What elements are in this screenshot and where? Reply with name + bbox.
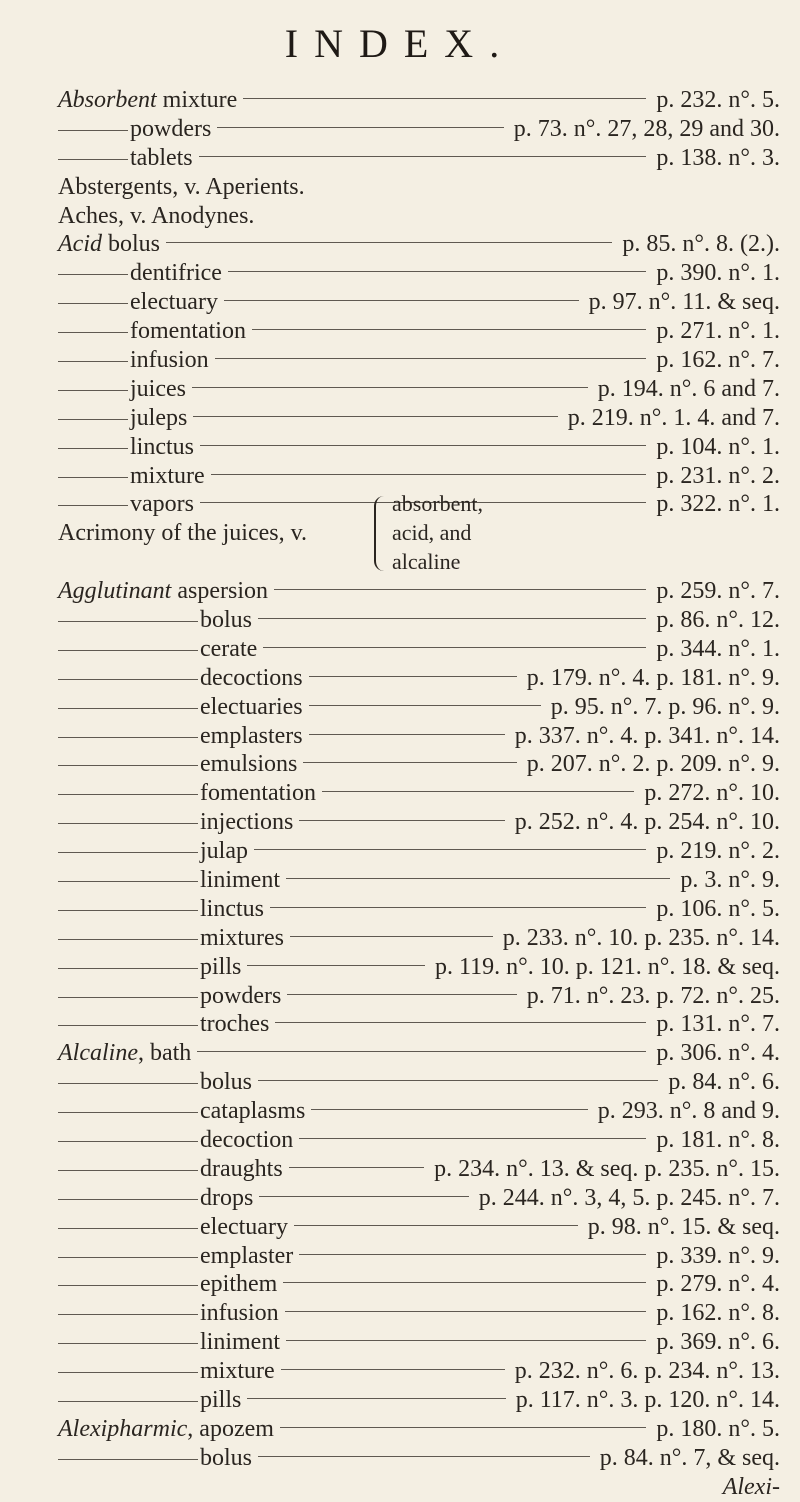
index-entry — [58, 1328, 780, 1357]
index-entry — [58, 548, 780, 577]
entry-text: emplasters — [200, 722, 303, 749]
leader-line — [199, 156, 647, 157]
ditto-dash — [58, 505, 128, 506]
leader-line — [299, 1138, 646, 1139]
ditto-dash — [58, 1112, 198, 1113]
entry-label — [58, 665, 303, 692]
entry-label — [58, 520, 307, 547]
entry-head: Agglutinant — [58, 578, 172, 605]
page-reference: p. 233. n°. 10. p. 235. n°. 14. — [502, 924, 780, 951]
ditto-dash — [58, 823, 198, 824]
entry-text: liniment — [200, 866, 280, 893]
entry-label — [58, 1098, 305, 1125]
leader-line — [259, 1196, 468, 1197]
entry-text: juices — [130, 375, 186, 402]
leader-line — [200, 445, 646, 446]
page-reference: p. 322. n°. 1. — [656, 491, 780, 518]
entry-label — [58, 463, 205, 490]
entry-text: draughts — [200, 1155, 283, 1182]
index-entry — [58, 606, 780, 635]
page-reference: p. 162. n°. 8. — [656, 1300, 780, 1327]
ditto-dash — [58, 1459, 198, 1460]
leader-line — [217, 127, 503, 128]
page-reference: p. 369. n°. 6. — [656, 1329, 780, 1356]
leader-line — [290, 936, 493, 937]
ditto-dash — [58, 765, 198, 766]
index-entry — [58, 346, 780, 375]
index-entry — [58, 1068, 780, 1097]
entry-text: dentifrice — [130, 260, 222, 287]
ditto-dash — [58, 303, 128, 304]
entry-label — [58, 1185, 253, 1212]
entry-label — [58, 203, 254, 230]
entry-label — [58, 318, 246, 345]
index-entry — [58, 1444, 780, 1473]
entry-label — [58, 1300, 279, 1327]
entry-label — [58, 1243, 293, 1270]
entry-text: julap — [200, 838, 248, 865]
page-reference: p. 337. n°. 4. p. 341. n°. 14. — [514, 722, 780, 749]
ditto-dash — [58, 130, 128, 131]
leader-line — [197, 1051, 646, 1052]
entry-label — [58, 1040, 191, 1067]
page-reference: p. 244. n°. 3, 4, 5. p. 245. n°. 7. — [478, 1184, 780, 1211]
page-reference: p. 104. n°. 1. — [656, 433, 780, 460]
ditto-dash — [58, 1083, 198, 1084]
entry-label — [58, 780, 316, 807]
entry-head: Absorbent — [58, 86, 157, 113]
catchword — [58, 1473, 780, 1502]
ditto-dash — [58, 968, 198, 969]
entry-text: epithem — [200, 1271, 278, 1298]
ditto-dash — [58, 737, 198, 738]
entry-text: Aches, v. Anodynes. — [58, 202, 255, 229]
entry-text: mixtures — [200, 924, 284, 951]
leader-line — [299, 820, 504, 821]
ditto-dash — [58, 1314, 198, 1315]
brace-item: acid, and — [392, 520, 472, 546]
entry-label — [58, 1214, 288, 1241]
entry-label — [58, 491, 194, 518]
entry-text: powders — [130, 115, 212, 142]
entry-label — [58, 607, 252, 634]
entry-text: fomentation — [200, 780, 316, 807]
leader-line — [286, 878, 670, 879]
index-entry — [58, 375, 780, 404]
index-entry — [58, 693, 780, 722]
entry-label — [58, 174, 305, 201]
leader-line — [309, 676, 517, 677]
index-entry — [58, 866, 780, 895]
entry-label — [58, 1358, 275, 1385]
page-reference: p. 117. n°. 3. p. 120. n°. 14. — [515, 1387, 780, 1414]
ditto-dash — [58, 1285, 198, 1286]
entry-label — [58, 289, 218, 316]
leader-line — [285, 1311, 647, 1312]
entry-label — [58, 1011, 269, 1038]
ditto-dash — [58, 881, 198, 882]
entry-text: tablets — [130, 144, 193, 171]
ditto-dash — [58, 910, 198, 911]
entry-label — [58, 723, 303, 750]
index-entry — [58, 115, 780, 144]
page-reference: p. 97. n°. 11. & seq. — [588, 289, 780, 316]
entry-text: electuary — [130, 289, 218, 316]
index-entry — [58, 837, 780, 866]
entry-label — [58, 1329, 280, 1356]
leader-line — [270, 907, 646, 908]
index-entry — [58, 433, 780, 462]
entry-label — [58, 751, 297, 778]
entry-text: emulsions — [200, 751, 298, 778]
entry-text: vapors — [130, 491, 194, 518]
page-reference: p. 131. n°. 7. — [656, 1011, 780, 1038]
entry-text: emplaster — [200, 1242, 294, 1269]
entry-head: Alexipharmic — [58, 1415, 188, 1442]
page-reference: p. 279. n°. 4. — [656, 1271, 780, 1298]
index-entry — [58, 404, 780, 433]
index-entry — [58, 259, 780, 288]
leader-line — [281, 1369, 505, 1370]
page-reference: p. 259. n°. 7. — [656, 578, 780, 605]
leader-line — [283, 1282, 646, 1283]
page-reference: p. 234. n°. 13. & seq. p. 235. n°. 15. — [434, 1155, 780, 1182]
page-reference: p. 207. n°. 2. p. 209. n°. 9. — [526, 751, 780, 778]
entry-text: infusion — [200, 1300, 279, 1327]
entry-text: bolus — [101, 231, 160, 258]
index-entry — [58, 144, 780, 173]
entry-text: aspersion — [171, 578, 268, 605]
entry-text: linctus — [130, 433, 194, 460]
ditto-dash — [58, 650, 198, 651]
ditto-dash — [58, 1257, 198, 1258]
leader-line — [294, 1225, 578, 1226]
index-entry — [58, 1039, 780, 1068]
leader-line — [166, 242, 612, 243]
entry-text: decoction — [200, 1127, 294, 1153]
entry-text: mixture — [156, 86, 238, 113]
index-entry — [58, 750, 780, 779]
leader-line — [289, 1167, 424, 1168]
entry-text: troches — [200, 1011, 270, 1038]
page-reference: p. 73. n°. 27, 28, 29 and 30. — [513, 115, 780, 142]
page-reference: p. 84. n°. 6. — [668, 1069, 780, 1096]
page-reference: p. 390. n°. 1. — [656, 260, 780, 287]
entry-text: fomentation — [130, 318, 246, 345]
ditto-dash — [58, 1025, 198, 1026]
entry-text: cerate — [200, 635, 258, 662]
entry-label — [58, 87, 237, 114]
index-entry — [58, 462, 780, 491]
ditto-dash — [58, 1343, 198, 1344]
index-entry — [58, 1097, 780, 1126]
page-reference: p. 219. n°. 1. 4. and 7. — [567, 404, 780, 431]
page-reference: p. 179. n°. 4. p. 181. n°. 9. — [526, 664, 780, 691]
index-entry — [58, 202, 780, 231]
entry-head: Acid — [58, 231, 102, 258]
ditto-dash — [58, 448, 128, 449]
entry-label — [58, 347, 209, 374]
index-entry — [58, 1126, 780, 1155]
entry-label — [58, 231, 160, 258]
entry-text: decoctions — [200, 664, 303, 691]
entry-text: juleps — [130, 404, 188, 431]
entry-label — [58, 636, 257, 663]
index-entry — [58, 1299, 780, 1328]
index-entry — [58, 1184, 780, 1213]
page-reference: p. 231. n°. 2. — [656, 462, 780, 489]
page-reference: p. 339. n°. 9. — [656, 1242, 780, 1269]
index-entry — [58, 173, 780, 202]
brace-item: absorbent, — [392, 491, 484, 517]
page-reference: p. 181. n°. 8. — [656, 1127, 780, 1153]
index-entry — [58, 1242, 780, 1271]
entry-label — [58, 260, 222, 287]
leader-line — [247, 1398, 505, 1399]
ditto-dash — [58, 419, 128, 420]
entry-text: Acrimony of the juices, v. — [58, 520, 308, 547]
leader-line — [274, 589, 646, 590]
index-entry — [58, 1011, 780, 1040]
page-reference: p. 95. n°. 7. p. 96. n°. 9. — [550, 693, 780, 720]
entry-text: powders — [200, 982, 282, 1009]
entry-label — [58, 376, 186, 403]
entry-text: infusion — [130, 346, 209, 373]
page-reference: p. 84. n°. 7, & seq. — [599, 1444, 780, 1471]
page-reference: p. 306. n°. 4. — [656, 1040, 780, 1067]
leader-line — [309, 734, 505, 735]
leader-line — [280, 1427, 646, 1428]
page-reference: p. 271. n°. 1. — [656, 318, 780, 345]
leader-line — [247, 965, 425, 966]
ditto-dash — [58, 997, 198, 998]
entry-text: liniment — [200, 1329, 280, 1356]
index-entry — [58, 895, 780, 924]
ditto-dash — [58, 274, 128, 275]
entry-label — [58, 1127, 293, 1154]
page-reference: p. 272. n°. 10. — [644, 780, 780, 807]
entry-label — [58, 1387, 241, 1414]
index-entry — [58, 1357, 780, 1386]
ditto-dash — [58, 1401, 198, 1402]
index-entry — [58, 924, 780, 953]
entry-text: electuaries — [200, 693, 303, 720]
ditto-dash — [58, 679, 198, 680]
entry-text: bolus — [200, 606, 253, 633]
entry-label — [58, 809, 293, 836]
page-reference: p. 232. n°. 5. — [656, 86, 780, 113]
entry-label — [58, 434, 194, 461]
leader-line — [215, 358, 647, 359]
entry-head: Alcaline — [58, 1040, 138, 1067]
entry-text: drops — [200, 1184, 254, 1211]
entry-label — [58, 867, 280, 894]
entry-label — [58, 1156, 283, 1183]
leader-line — [286, 1340, 646, 1341]
page-title: INDEX. — [284, 21, 516, 66]
leader-line — [299, 1254, 646, 1255]
entry-text: bolus — [200, 1069, 253, 1096]
leader-line — [254, 849, 646, 850]
entry-text: pills — [200, 1387, 242, 1414]
leader-line — [224, 300, 579, 301]
index-entry — [58, 982, 780, 1011]
index-entry — [58, 317, 780, 346]
entry-label — [58, 405, 187, 432]
page-reference: p. 344. n°. 1. — [656, 635, 780, 662]
ditto-dash — [58, 1228, 198, 1229]
leader-line — [228, 271, 646, 272]
entry-label — [58, 838, 248, 865]
entry-text: electuary — [200, 1213, 288, 1240]
index-entry — [58, 635, 780, 664]
leader-line — [263, 647, 646, 648]
entry-text: cataplasms — [200, 1098, 306, 1125]
ditto-dash — [58, 852, 198, 853]
entry-label — [58, 694, 303, 721]
index-entry — [58, 953, 780, 982]
catchword-text: Alexi- — [722, 1473, 780, 1500]
leader-line — [192, 387, 588, 388]
index-entry — [58, 577, 780, 606]
ditto-dash — [58, 794, 198, 795]
page-reference: p. 3. n°. 9. — [680, 866, 780, 893]
entry-label — [58, 1416, 274, 1443]
ditto-dash — [58, 390, 128, 391]
entry-text: pills — [200, 953, 242, 980]
index-entry — [58, 230, 780, 259]
index-entry — [58, 1271, 780, 1300]
page-reference: p. 86. n°. 12. — [656, 606, 780, 633]
page-reference: p. 232. n°. 6. p. 234. n°. 13. — [514, 1358, 780, 1385]
entry-label — [58, 145, 193, 172]
entry-text: mixture — [130, 462, 205, 489]
entry-label — [58, 116, 211, 143]
page-reference: p. 180. n°. 5. — [656, 1415, 780, 1442]
index-entry — [58, 664, 780, 693]
leader-line — [258, 1080, 658, 1081]
ditto-dash — [58, 1141, 198, 1142]
entry-text: injections — [200, 809, 294, 836]
entry-text: , apozem — [187, 1415, 274, 1442]
entry-label — [58, 1271, 277, 1298]
ditto-dash — [58, 939, 198, 940]
page-reference: p. 194. n°. 6 and 7. — [597, 375, 780, 402]
leader-line — [211, 474, 647, 475]
leader-line — [243, 98, 646, 99]
entry-label — [58, 983, 281, 1010]
ditto-dash — [58, 1199, 198, 1200]
leader-line — [193, 416, 557, 417]
page-reference: p. 106. n°. 5. — [656, 895, 780, 922]
entry-label — [58, 578, 268, 605]
page-reference: p. 138. n°. 3. — [656, 144, 780, 171]
page-reference: p. 98. n°. 15. & seq. — [587, 1213, 780, 1240]
ditto-dash — [58, 621, 198, 622]
leader-line — [258, 1456, 590, 1457]
page-reference: p. 71. n°. 23. p. 72. n°. 25. — [526, 982, 780, 1009]
index-entry — [58, 1155, 780, 1184]
leader-line — [303, 762, 516, 763]
entry-text: mixture — [200, 1358, 275, 1385]
index-entry — [58, 722, 780, 751]
leader-line — [322, 791, 634, 792]
ditto-dash — [58, 1372, 198, 1373]
index-entry — [58, 808, 780, 837]
page-reference: p. 219. n°. 2. — [656, 838, 780, 865]
page-reference: p. 293. n°. 8 and 9. — [597, 1098, 780, 1125]
page-reference: p. 252. n°. 4. p. 254. n°. 10. — [514, 809, 780, 836]
leader-line — [309, 705, 541, 706]
leader-line — [287, 994, 516, 995]
ditto-dash — [58, 477, 128, 478]
index-entry — [58, 86, 780, 115]
index-entry — [58, 1213, 780, 1242]
index-entry — [58, 1415, 780, 1444]
index-entry — [58, 779, 780, 808]
index-entry — [58, 288, 780, 317]
entry-label — [58, 954, 241, 981]
ditto-dash — [58, 332, 128, 333]
ditto-dash — [58, 361, 128, 362]
index-entry — [58, 1386, 780, 1415]
entry-text: , bath — [137, 1040, 192, 1067]
brace-item: alcaline — [392, 549, 461, 575]
leader-line — [252, 329, 646, 330]
page-reference: p. 162. n°. 7. — [656, 346, 780, 373]
ditto-dash — [58, 1170, 198, 1171]
leader-line — [275, 1022, 646, 1023]
entry-label — [58, 1069, 252, 1096]
ditto-dash — [58, 708, 198, 709]
entry-text: linctus — [200, 895, 264, 922]
page-reference: p. 85. n°. 8. (2.). — [622, 231, 780, 258]
ditto-dash — [58, 159, 128, 160]
index-entries — [58, 86, 780, 1502]
entry-label — [58, 925, 284, 952]
entry-label — [58, 896, 264, 923]
leader-line — [311, 1109, 587, 1110]
entry-text: Abstergents, v. Aperients. — [58, 173, 305, 200]
entry-text: bolus — [200, 1444, 253, 1471]
page-reference: p. 119. n°. 10. p. 121. n°. 18. & seq. — [435, 953, 780, 980]
leader-line — [258, 618, 646, 619]
